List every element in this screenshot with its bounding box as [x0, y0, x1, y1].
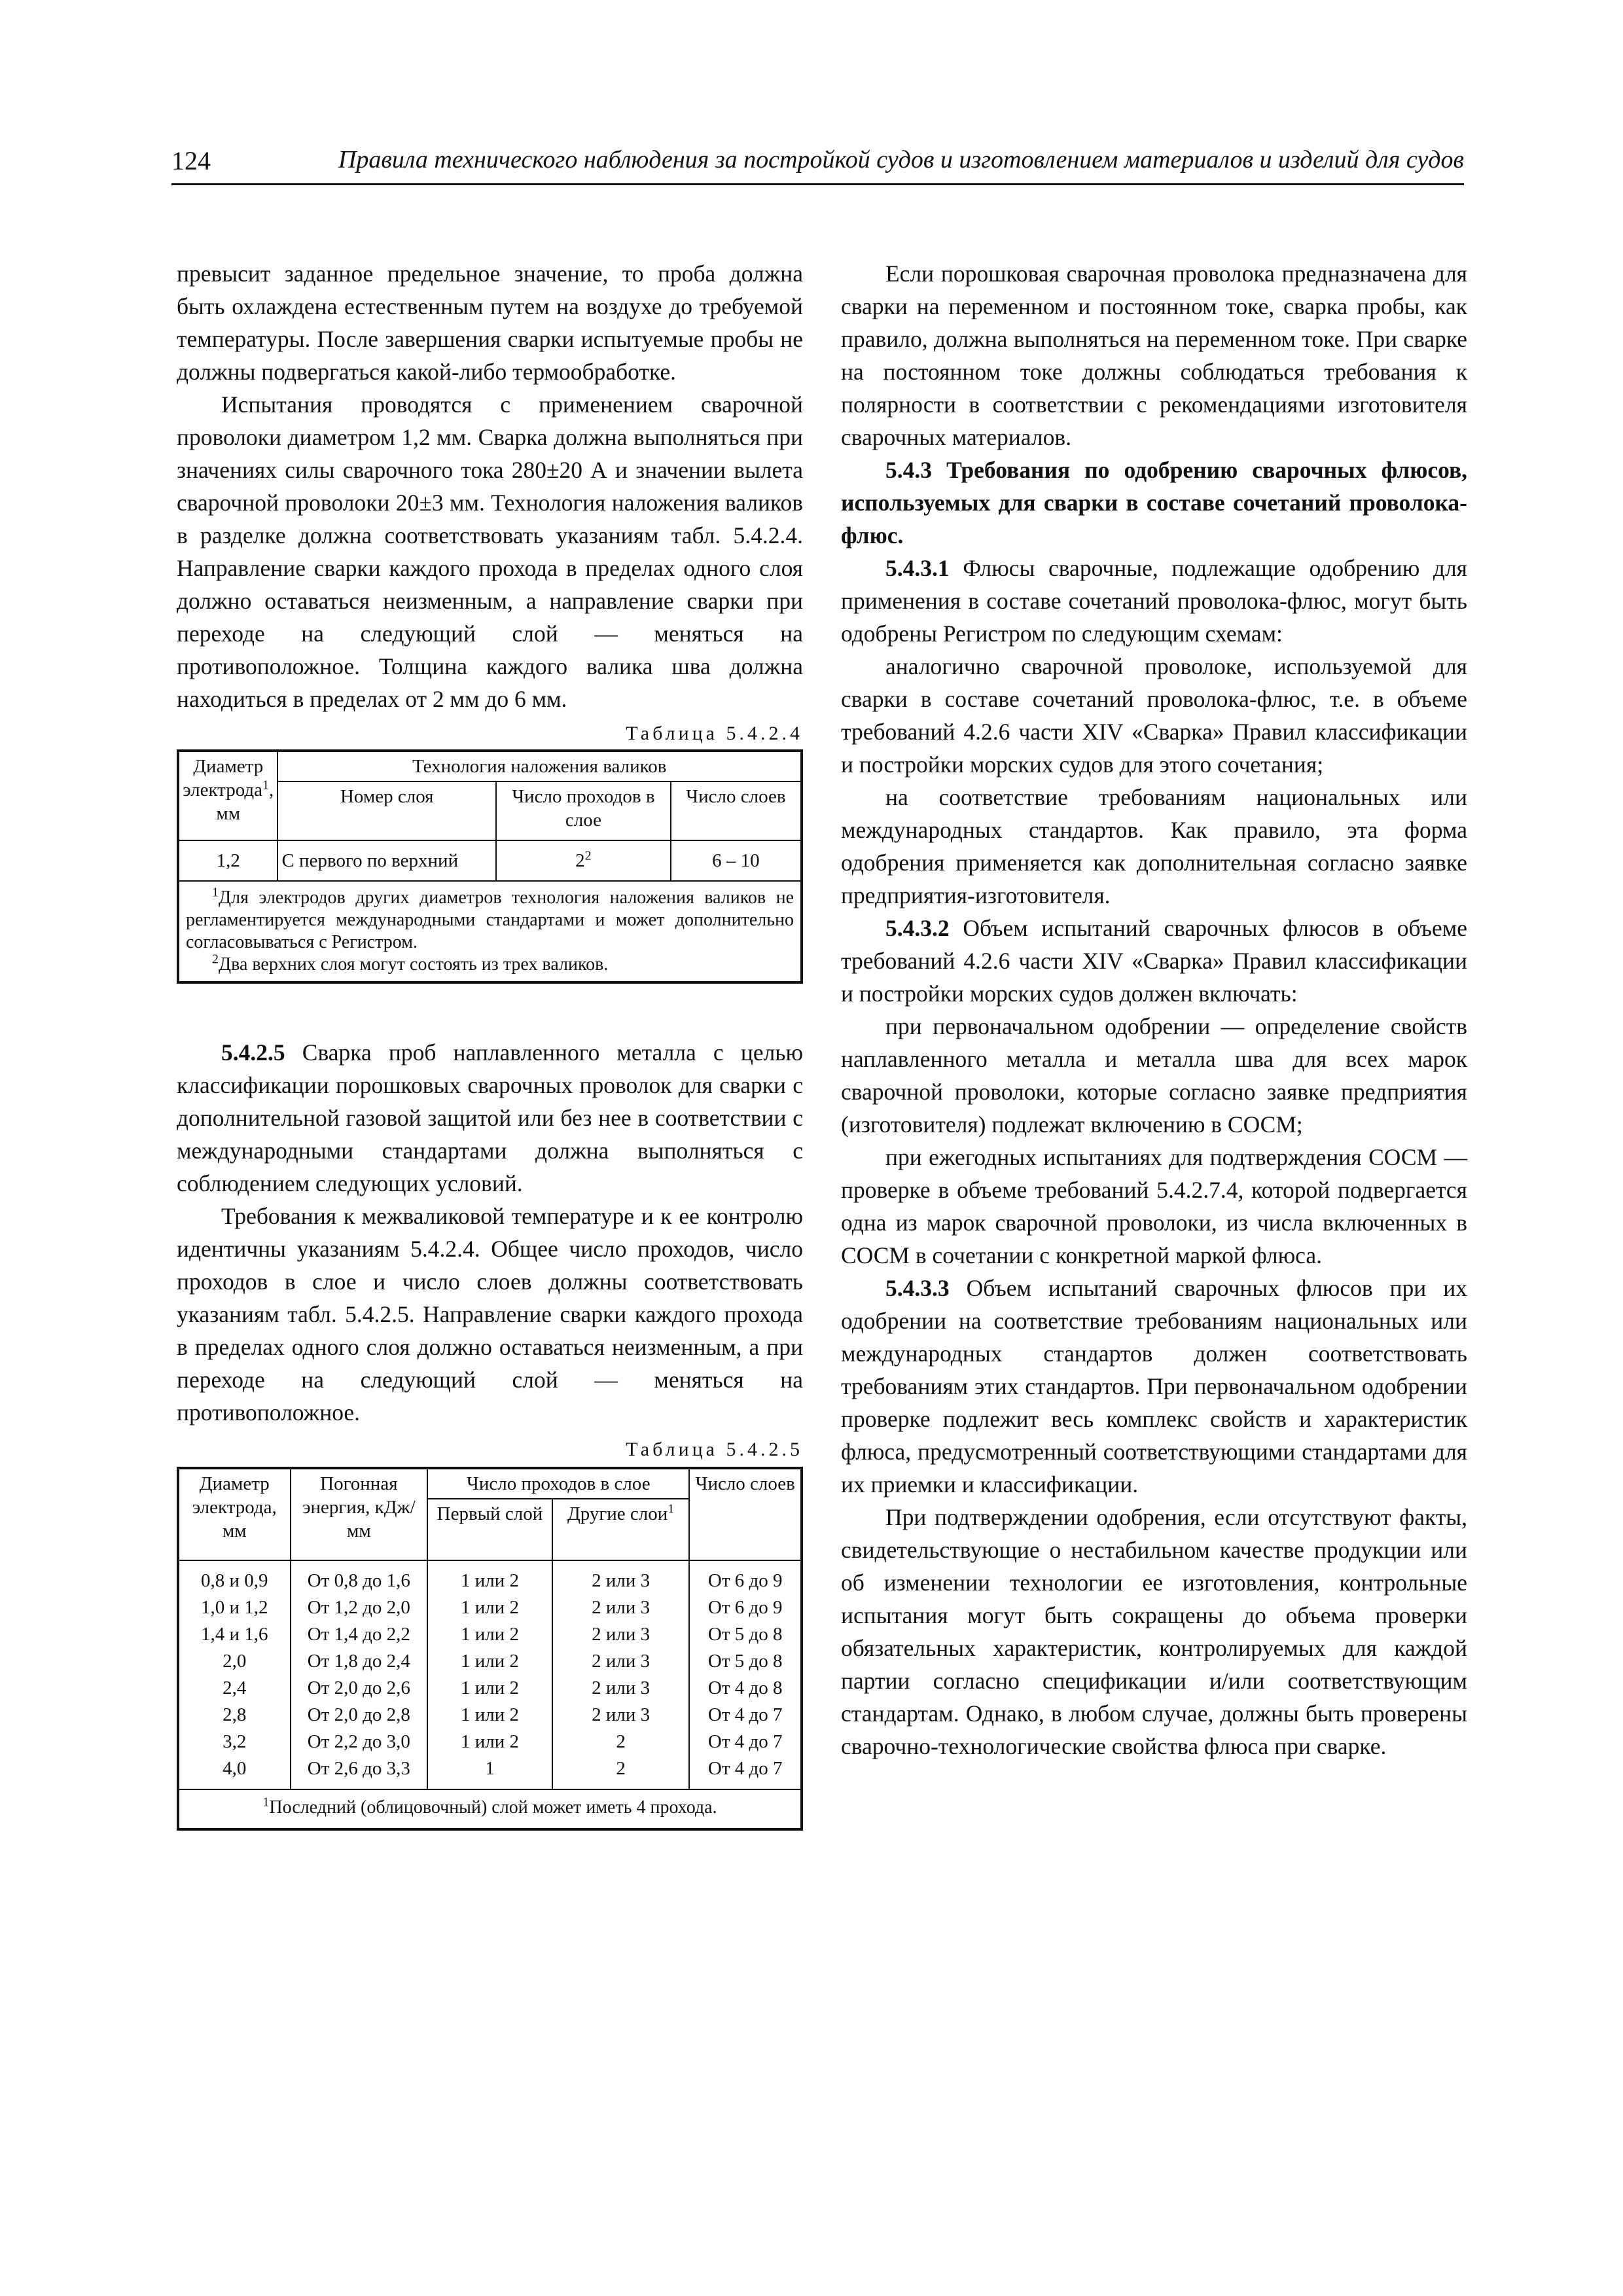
table-cell: 1	[427, 1755, 552, 1789]
paragraph: на соответствие требованиям национальных или международных стандартов. Как правило, эта форма одобрения применяется как дополнительная согласно заявке предприятия-изготовителя.	[841, 784, 1467, 908]
table-caption: Таблица 5.4.2.5	[626, 1439, 803, 1460]
paragraph: Если порошковая сварочная проволока предназначена для сварки на переменном и постоянном токе, сварка пробы, как правило, должна выполняться на переменном токе. При сварке на постоянном токе должны соблюдаться требования к полярности в соответствии с рекомендациями изготовителя сварочных материалов.	[841, 260, 1467, 450]
table-cell: 2	[552, 1755, 690, 1789]
col-header-energy: Погонная энергия, кДж/мм	[291, 1468, 428, 1560]
col-header-passes: Число проходов в слое	[427, 1468, 689, 1499]
col-header-passes: Число проходов в слое	[496, 781, 671, 840]
table-cell: 2,4	[178, 1675, 291, 1702]
table-cell: 2 или 3	[552, 1560, 690, 1594]
table-cell: От 4 до 7	[689, 1702, 802, 1729]
table-cell: 1 или 2	[427, 1560, 552, 1594]
paragraph: 5.4.2.5 Сварка проб наплавленного металла с целью классификации порошковых сварочных проволок для сварки с дополнительной газовой защитой или без нее в соответствии с международными стандартами должна выполняться с соблюдением следующих условий.	[177, 1039, 803, 1196]
table-cell: 1,4 и 1,6	[178, 1621, 291, 1648]
paragraph: 5.4.3.2 Объем испытаний сварочных флюсов в объеме требований 4.2.6 части XIV «Сварка» Правил классификации и постройки морских судов должен включать:	[841, 915, 1467, 1007]
col-header-layers: Число слоев	[671, 781, 802, 840]
table-cell: От 2,2 до 3,0	[291, 1729, 428, 1755]
table-cell: 1 или 2	[427, 1648, 552, 1675]
col-header-layers: Число слоев	[689, 1468, 802, 1560]
table-cell: 1,0 и 1,2	[178, 1594, 291, 1621]
table-cell: От 1,2 до 2,0	[291, 1594, 428, 1621]
left-column	[177, 257, 803, 1831]
table-cell: 3,2	[178, 1729, 291, 1755]
table-cell: От 4 до 7	[689, 1729, 802, 1755]
table-row	[178, 1702, 802, 1729]
table-cell: 1 или 2	[427, 1675, 552, 1702]
table-cell: От 5 до 8	[689, 1648, 802, 1675]
paragraph: аналогично сварочной проволоке, используемой для сварки в составе сочетаний проволока-флюс, т.е. в объеме требований 4.2.6 части XIV «Сварка» Правил классификации и постройки морских судов для этого сочетания;	[841, 653, 1467, 778]
table-cell: 2,8	[178, 1702, 291, 1729]
table-cell: От 2,0 до 2,6	[291, 1675, 428, 1702]
table-5-4-2-5	[177, 1467, 803, 1831]
col-header-diameter: Диаметр электрода, мм	[178, 1468, 291, 1560]
table-cell: 2 или 3	[552, 1675, 690, 1702]
table-footnote: $^1$Для электродов других диаметров технология наложения валиков не регламентируется международными стандартами и может дополнительно согласовываться с Регистром. $^2$Два верхних слоя могут состоять из трех валиков.	[178, 881, 802, 982]
col-header-technology: Технология наложения валиков	[277, 751, 802, 781]
table-row	[178, 1648, 802, 1675]
table-cell: 2,0	[178, 1648, 291, 1675]
col-header-first-layer: Первый слой	[427, 1499, 552, 1560]
table-cell: От 2,0 до 2,8	[291, 1702, 428, 1729]
paragraph: при ежегодных испытаниях для подтверждения СОСМ — проверке в объеме требований 5.4.2.7.4, которой подвергается одна из марок сварочной проволоки, из числа включенных в СОСМ в сочетании с конкретной маркой флюса.	[841, 1144, 1467, 1268]
table-row	[178, 1560, 802, 1594]
table-row	[178, 1675, 802, 1702]
table-cell: От 6 до 9	[689, 1560, 802, 1594]
table-cell: От 4 до 8	[689, 1675, 802, 1702]
paragraph: при первоначальном одобрении — определение свойств наплавленного металла и металла шва для всех марок сварочной проволоки, которые согласно заявке предприятия (изготовителя) подлежат включению в СОСМ;	[841, 1013, 1467, 1138]
table-cell: 2 или 3	[552, 1621, 690, 1648]
table-cell: 2 или 3	[552, 1702, 690, 1729]
table-row	[178, 1729, 802, 1755]
table-cell: 2 или 3	[552, 1648, 690, 1675]
col-header-diameter: Диаметр электрода$^1$, мм	[178, 751, 277, 840]
table-cell: От 6 до 9	[689, 1594, 802, 1621]
table-cell: От 4 до 7	[689, 1755, 802, 1789]
table-5-4-2-4	[177, 749, 803, 984]
table-cell: 1 или 2	[427, 1621, 552, 1648]
table-footnote: $^1$Последний (облицовочный) слой может иметь 4 прохода.	[178, 1789, 802, 1829]
table-cell: От 1,8 до 2,4	[291, 1648, 428, 1675]
right-column	[841, 257, 1467, 1763]
table-row: 1,2 С первого по верхний $2^2$ 6 – 10	[178, 840, 802, 881]
table-cell: 4,0	[178, 1755, 291, 1789]
paragraph: При подтверждении одобрения, если отсутствуют факты, свидетельствующие о нестабильном качестве продукции или об изменении технологии ее изготовления, контрольные испытания могут быть сокращены до объема проверки обязательных характеристик, контролируемых для каждой партии согласно спецификации и/или соответствующим стандартам. Однако, в любом случае, должны быть проверены сварочно-технологические свойства флюса при сварке.	[841, 1504, 1467, 1759]
running-header	[171, 145, 1464, 185]
table-cell: 1 или 2	[427, 1702, 552, 1729]
running-title: Правила технического наблюдения за постройкой судов и изготовлением материалов и изделий для судов	[338, 146, 1464, 173]
table-cell: 2 или 3	[552, 1594, 690, 1621]
page-number: 124	[171, 146, 211, 175]
table-cell: 1 или 2	[427, 1594, 552, 1621]
paragraph: Требования к межваликовой температуре и к ее контролю идентичны указаниям 5.4.2.4. Общее число проходов, число проходов в слое и число слоев должны соответствовать указаниям табл. 5.4.2.5. Направление сварки каждого прохода в пределах одного слоя должно оставаться неизменным, а при переходе на следующий слой — меняться на противоположное.	[177, 1203, 803, 1426]
paragraph: превысит заданное предельное значение, то проба должна быть охлаждена естественным путем на воздухе до требуемой температуры. После завершения сварки испытуемые пробы не должны подвергаться какой-либо термообработке.	[177, 260, 803, 385]
table-cell: От 0,8 до 1,6	[291, 1560, 428, 1594]
table-row	[178, 1594, 802, 1621]
table-cell: 1 или 2	[427, 1729, 552, 1755]
section-heading: 5.4.3 Требования по одобрению сварочных флюсов, используемых для сварки в составе сочетаний проволока-флюс.	[841, 457, 1467, 548]
table-caption: Таблица 5.4.2.4	[626, 723, 803, 744]
paragraph: 5.4.3.1 Флюсы сварочные, подлежащие одобрению для применения в составе сочетаний проволока-флюс, могут быть одобрены Регистром по следующим схемам:	[841, 555, 1467, 647]
table-row	[178, 1755, 802, 1789]
col-header-other-layers: Другие слои$^1$	[552, 1499, 690, 1560]
table-cell: От 1,4 до 2,2	[291, 1621, 428, 1648]
table-cell: От 5 до 8	[689, 1621, 802, 1648]
col-header-layer: Номер слоя	[277, 781, 496, 840]
paragraph: Испытания проводятся с применением сварочной проволоки диаметром 1,2 мм. Сварка должна выполняться при значениях силы сварочного тока 280±20 А и значении вылета сварочной проволоки 20±3 мм. Технология наложения валиков в разделке должна соответствовать указаниям табл. 5.4.2.4. Направление сварки каждого прохода в пределах одного слоя должно оставаться неизменным, а направление сварки при переходе на следующий слой — меняться на противоположное. Толщина каждого валика шва должна находиться в пределах от 2 мм до 6 мм.	[177, 391, 803, 712]
table-cell: 2	[552, 1729, 690, 1755]
table-cell: 0,8 и 0,9	[178, 1560, 291, 1594]
paragraph: 5.4.3.3 Объем испытаний сварочных флюсов при их одобрении на соответствие требованиям национальных или международных стандартов должен соответствовать требованиям этих стандартов. При первоначальном одобрении проверке подлежит весь комплекс свойств и характеристик флюса, предусмотренный соответствующими стандартами для их приемки и классификации.	[841, 1275, 1467, 1498]
table-row	[178, 1621, 802, 1648]
table-cell: От 2,6 до 3,3	[291, 1755, 428, 1789]
